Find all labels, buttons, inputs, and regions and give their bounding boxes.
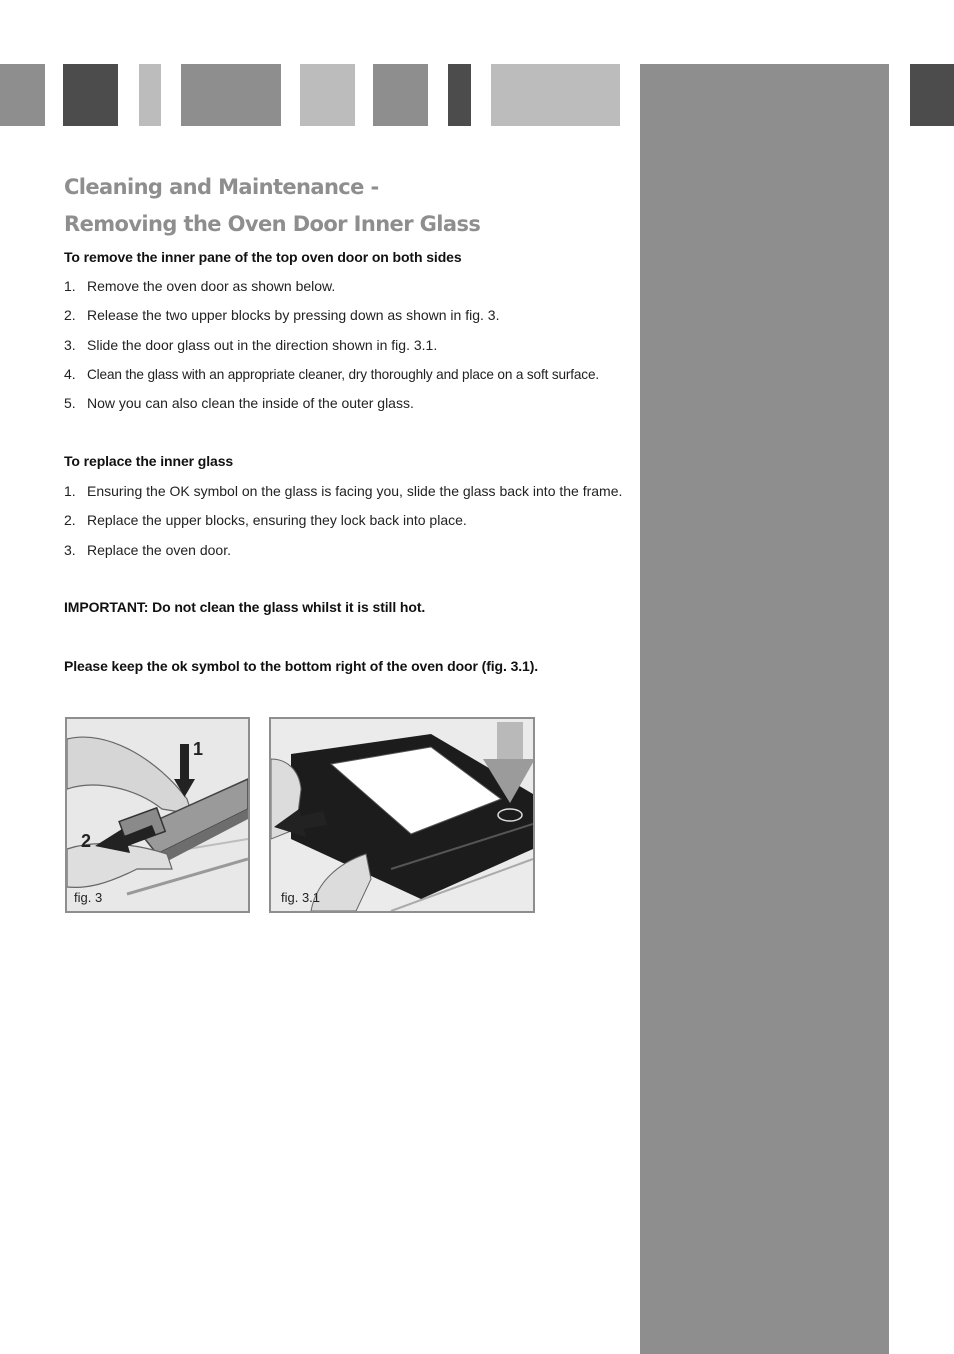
step-text: Replace the oven door. — [87, 541, 231, 558]
list-item — [64, 542, 622, 571]
step-text: Remove the oven door as shown below. — [87, 278, 336, 294]
step-text: Release the two upper blocks by pressing down as shown in fig. 3. — [87, 307, 500, 324]
page-title-line-1: Cleaning and Maintenance - — [64, 175, 379, 199]
side-panel — [640, 64, 889, 1354]
step-number: 4. — [64, 365, 76, 382]
step-number: 5. — [64, 395, 76, 412]
header-band-7 — [448, 64, 471, 126]
remove-section-heading: To remove the inner pane of the top oven door on both sides — [64, 249, 462, 265]
header-band-6 — [373, 64, 428, 126]
step-number: 2. — [64, 307, 76, 324]
figure-3-caption: fig. 3 — [74, 890, 103, 905]
list-item — [64, 278, 599, 307]
header-band-9 — [910, 64, 954, 126]
replace-section-heading: To replace the inner glass — [64, 453, 234, 469]
figure-3-1-illustration — [271, 719, 533, 911]
header-band-1 — [0, 64, 45, 126]
list-item — [64, 512, 622, 541]
step-number: 3. — [64, 541, 76, 558]
step-text: Ensuring the OK symbol on the glass is facing you, slide the glass back into the frame. — [87, 483, 623, 499]
header-band-8 — [491, 64, 620, 126]
figure-3-1-caption: fig. 3.1 — [281, 890, 321, 905]
page-title-line-2: Removing the Oven Door Inner Glass — [64, 212, 481, 236]
list-item — [64, 307, 599, 336]
figure-3-arrow-labels — [67, 719, 248, 911]
list-item — [64, 366, 599, 395]
replace-steps-list — [64, 483, 622, 571]
ok-symbol-note: Please keep the ok symbol to the bottom right of the oven door (fig. 3.1). — [64, 658, 539, 674]
figure-3-1 — [269, 717, 535, 913]
important-note: IMPORTANT: Do not clean the glass whilst it is still hot. — [64, 599, 426, 615]
step-text: Now you can also clean the inside of the outer glass. — [87, 395, 414, 412]
list-item — [64, 337, 599, 366]
remove-steps-list — [64, 278, 599, 424]
step-text: Clean the glass with an appropriate cleaner, dry thoroughly and place on a soft surface. — [87, 366, 599, 382]
step-text: Replace the upper blocks, ensuring they lock back into place. — [87, 512, 467, 529]
list-item — [64, 395, 599, 424]
step-text: Slide the door glass out in the direction shown in fig. 3.1. — [87, 336, 438, 353]
header-band-3 — [139, 64, 161, 126]
header-band-2 — [63, 64, 118, 126]
arrow-label-1: 1 — [193, 739, 204, 759]
step-number: 3. — [64, 336, 76, 353]
step-number: 2. — [64, 512, 76, 529]
arrow-label-2: 2 — [81, 831, 92, 851]
step-number: 1. — [64, 483, 76, 499]
header-band-5 — [300, 64, 355, 126]
figure-3 — [65, 717, 250, 913]
step-number: 1. — [64, 278, 76, 294]
list-item — [64, 483, 622, 512]
header-band-4 — [181, 64, 281, 126]
